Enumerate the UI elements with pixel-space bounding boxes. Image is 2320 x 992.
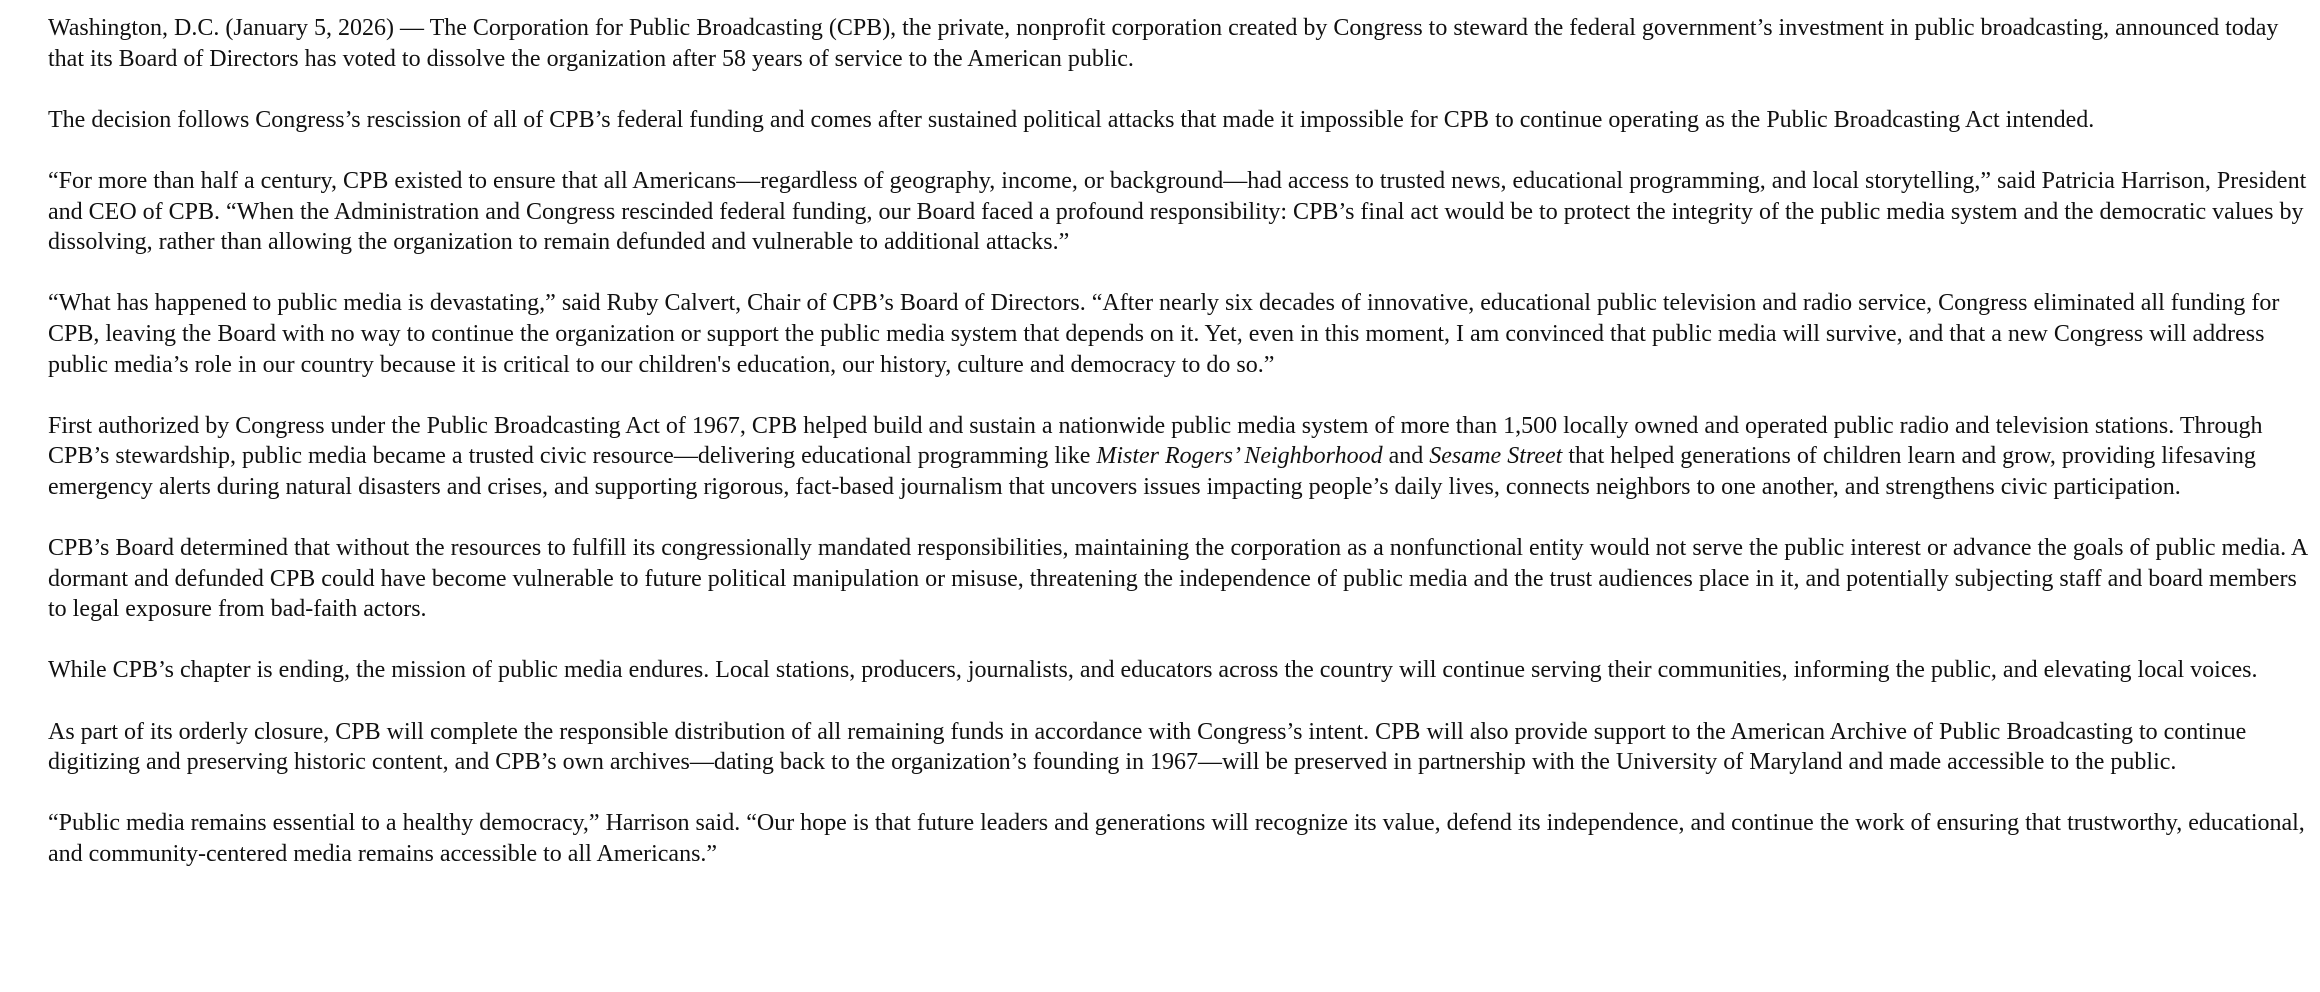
- program-title-sesame-street: Sesame Street: [1429, 443, 1563, 470]
- press-release-article: [48, 13, 2310, 900]
- paragraph-decision-context: The decision follows Congress’s rescission of all of CPB’s federal funding and comes after sustained political attacks that made it impossible for CPB to continue operating as the Public Broadcasting Act intended.: [48, 106, 2095, 133]
- paragraph-closing-quote: “Public media remains essential to a healthy democracy,” Harrison said. “Our hope is that future leaders and generations will recognize its value, defend its independence, and continue the work of ensuring that trustworthy, educational, and community-centered media remains accessible to all Americans.”: [48, 810, 2305, 868]
- history-text-3: that helped generations of children learn and grow, providing lifesaving emergency alerts during natural disasters and crises, and supporting rigorous, fact-based journalism that uncovers issues impacting people’s daily lives, connects neighbors to one another, and strengthens civic participation.: [48, 443, 2256, 500]
- paragraph-calvert-quote: “What has happened to public media is devastating,” said Ruby Calvert, Chair of CPB’s Board of Directors. “After nearly six decades of innovative, educational public television and radio service, Congress eliminated all funding for CPB, leaving the Board with no way to continue the organization or support the public media system that depends on it. Yet, even in this moment, I am convinced that public media will survive, and that a new Congress will address public media’s role in our country because it is critical to our children's education, our history, culture and democracy to do so.”: [48, 290, 2280, 378]
- paragraph-history: [48, 411, 2310, 503]
- history-text-1: First authorized by Congress under the Public Broadcasting Act of 1967, CPB helped build and sustain a nationwide public media system of more than 1,500 locally owned and operated public radio and television stations. Through CPB’s stewardship, public media became a trusted civic resource—delivering educational programming like: [48, 412, 2263, 470]
- paragraph-board-determination: CPB’s Board determined that without the resources to fulfill its congressionally mandated responsibilities, maintaining the corporation as a nonfunctional entity would not serve the public interest or advance the goals of public media. A dormant and defunded CPB could have become vulnerable to future political manipulation or misuse, threatening the independence of public media and the trust audiences place in it, and potentially subjecting staff and board members to legal exposure from bad-faith actors.: [48, 535, 2307, 623]
- program-title-mister-rogers: Mister Rogers’ Neighborhood: [1096, 443, 1383, 470]
- paragraph-mission-endures: While CPB’s chapter is ending, the mission of public media endures. Local stations, producers, journalists, and educators across the country will continue serving their communities, informing the public, and elevating local voices.: [48, 657, 2258, 684]
- paragraph-announcement: Washington, D.C. (January 5, 2026) — The Corporation for Public Broadcasting (CPB), the private, nonprofit corporation created by Congress to steward the federal government’s investment in public broadcasting, announced today that its Board of Directors has voted to dissolve the organization after 58 years of service to the American public.: [48, 15, 2279, 72]
- paragraph-orderly-closure: As part of its orderly closure, CPB will complete the responsible distribution of all remaining funds in accordance with Congress’s intent. CPB will also provide support to the American Archive of Public Broadcasting to continue digitizing and preserving historic content, and CPB’s own archives—dating back to the organization’s founding in 1967—will be preserved in partnership with the University of Maryland and made accessible to the public.: [48, 718, 2247, 776]
- history-text-2: and: [1382, 443, 1430, 470]
- paragraph-harrison-quote: “For more than half a century, CPB existed to ensure that all Americans—regardless of geography, income, or background—had access to trusted news, educational programming, and local storytelling,” said Patricia Harrison, President and CEO of CPB. “When the Administration and Congress rescinded federal funding, our Board faced a profound responsibility: CPB’s final act would be to protect the integrity of the public media system and the democratic values by dissolving, rather than allowing the organization to remain defunded and vulnerable to additional attacks.”: [48, 167, 2307, 256]
